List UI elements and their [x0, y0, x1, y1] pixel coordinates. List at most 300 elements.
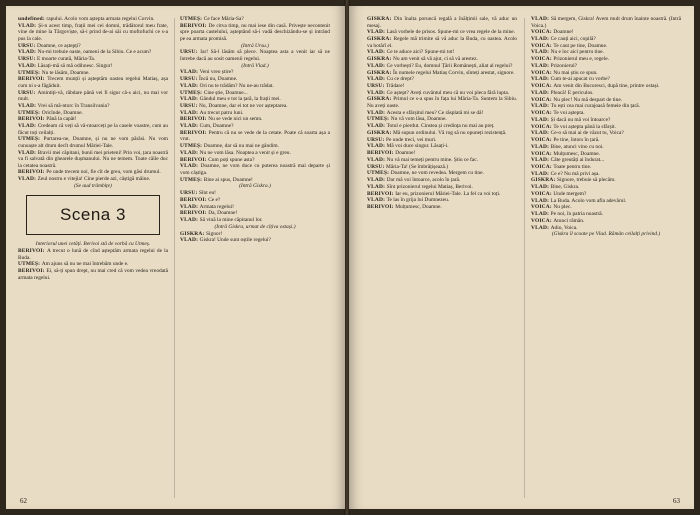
speaker-name: GISKRA:	[531, 177, 558, 184]
dialogue-line	[531, 124, 681, 131]
speaker-name: UTMEȘ:	[367, 170, 391, 177]
dialogue-line	[531, 191, 681, 198]
dialogue-text: La Buda. Acolo vom afla adevărul.	[550, 197, 627, 204]
speaker-name: BERIVOI:	[18, 268, 47, 275]
speaker-name: BERIVOI:	[180, 116, 209, 123]
dialogue-line	[531, 164, 681, 171]
dialogue-line	[531, 16, 681, 29]
dialogue-text: Pe unde treci, vei muri.	[386, 136, 437, 143]
dialogue-line	[180, 123, 330, 130]
dialogue-line	[531, 184, 681, 191]
dialogue-line	[367, 70, 517, 77]
dialogue-line	[18, 123, 168, 136]
dialogue-text: Toate pentru tine.	[553, 163, 592, 170]
dialogue-line	[18, 136, 168, 149]
dialogue-line	[18, 56, 168, 63]
dialogue-text: Doamne, ne vom duce cu puterea noastră mai departe și vom câștiga.	[180, 163, 330, 176]
dialogue-text: Mă voi duce singur. Lăsați-i.	[386, 143, 449, 150]
speaker-name: VLAD:	[531, 16, 551, 22]
speaker-name: VLAD:	[531, 36, 551, 43]
dialogue-text: Am ajuns să nu ne mai întrebăm unde e.	[41, 261, 129, 268]
speaker-name: VLAD:	[180, 217, 200, 224]
speaker-name: VLAD:	[367, 177, 387, 184]
dialogue-text: Nu vă vom lăsa, Doamne.	[390, 116, 447, 123]
speaker-name: VLAD:	[367, 143, 387, 150]
dialogue-text: Mulțumesc, Doamne.	[395, 204, 442, 210]
dialogue-line	[18, 261, 168, 268]
dialogue-line	[531, 218, 681, 225]
speaker-name: BERIVOI:	[180, 196, 209, 203]
speaker-name: URSU:	[180, 49, 201, 56]
dialogue-text: Unde mergem?	[553, 190, 587, 197]
speaker-name: VLAD:	[531, 184, 551, 191]
dialogue-text: Mă supun ordinului. Vă rog să nu opuneți rezistență.	[393, 129, 507, 136]
dialogue-text: Adio, Voica.	[550, 224, 578, 231]
speaker-name: URSU:	[180, 190, 200, 197]
dialogue-line	[367, 143, 517, 150]
speaker-name: BERIVOI:	[18, 116, 47, 123]
dialogue-line	[18, 43, 168, 50]
dialogue-line	[367, 184, 517, 191]
dialogue-text: Gândul meu e tot la țară, la frații mei.	[199, 96, 281, 103]
dialogue-line	[531, 49, 681, 56]
dialogue-line	[180, 231, 330, 238]
dialogue-text: Cum poți spune asta?	[208, 156, 255, 163]
speaker-name: UTMEȘ:	[180, 89, 204, 96]
dialogue-text: Totul e pierdut. Cinstea și credința nu mai au preț.	[386, 123, 495, 130]
speaker-name: UTMEȘ:	[18, 136, 44, 143]
speaker-name: VLAD:	[531, 170, 551, 177]
dialogue-line	[531, 29, 681, 36]
speaker-name: VOICA:	[531, 110, 554, 117]
speaker-name: VOICA:	[531, 137, 554, 144]
stage-direction: (Giskra îl scoate pe Vlad. Rămân ceilalți privind.)	[551, 231, 661, 238]
dialogue-text: Cum te-ai apucat cu vorbe?	[550, 76, 610, 83]
speaker-name: UTMEȘ:	[18, 69, 42, 76]
dialogue-line	[531, 117, 681, 124]
dialogue-text: Nu-mi trebuie oaste, oameni de la Sibiu. Ce e acum?	[37, 49, 152, 56]
speaker-name: URSU:	[367, 136, 387, 143]
dialogue-text: Zeul nostru e vitejia! Cine pierde azi, câștigă mâine.	[37, 176, 151, 183]
dialogue-line	[367, 76, 517, 83]
speaker-name: GISKRA:	[367, 69, 394, 76]
left-page-column-1	[18, 16, 168, 501]
dialogue-line	[18, 90, 168, 103]
dialogue-line	[367, 137, 517, 144]
speaker-name: VLAD:	[531, 89, 551, 96]
dialogue-line	[367, 123, 517, 130]
dialogue-line	[18, 150, 168, 170]
dialogue-line	[18, 49, 168, 56]
dialogue-line	[367, 36, 517, 49]
dialogue-line	[367, 29, 517, 36]
speaker-name: VLAD:	[180, 69, 200, 76]
speaker-name: undefined:	[18, 16, 47, 22]
dialogue-text: Credeam că veți să vă-ntoarceți pe la casele voastre, cum au făcut toți ceilalți.	[18, 123, 168, 136]
dialogue-line	[18, 76, 168, 89]
speaker-name: VLAD:	[367, 197, 387, 204]
speaker-name: VLAD:	[367, 183, 387, 190]
dialogue-text: Da, Doamne!	[208, 210, 238, 217]
dialogue-line	[531, 144, 681, 151]
dialogue-line	[531, 177, 681, 184]
speaker-name: VLAD:	[18, 149, 38, 156]
dialogue-text: Nu, Doamne, dar ei tot ne vor așteptarea.	[199, 102, 288, 109]
dialogue-text: Cum, Doamne?	[199, 123, 234, 130]
stage-direction: (Se aud trâmbițe)	[74, 182, 112, 189]
dialogue-text: Ce te aduce aici? Spune-mi tot!	[386, 49, 455, 56]
dialogue-text: Prizonierul?	[550, 62, 577, 69]
dialogue-text: A trecut o lună de cînd așteptăm armata regelui de la Buda.	[18, 248, 168, 261]
dialogue-line	[531, 83, 681, 90]
dialogue-text: Amintiți-vă, răbdare până vei fi sigur că-s aici, nu mai vor mult.	[18, 89, 168, 103]
scene-title: Scena 3	[60, 205, 126, 225]
dialogue-text: Ce e?	[208, 196, 221, 203]
dialogue-line	[531, 76, 681, 83]
dialogue-text: Ce vorbești? Eu, domnul Țării Românești, aliat al regelui?	[386, 62, 513, 69]
dialogue-line	[180, 210, 330, 217]
dialogue-text: Ce-o să mai ai de văzut tu, Voica?	[550, 130, 624, 137]
speaker-name: VLAD:	[367, 49, 387, 56]
dialogue-line	[531, 157, 681, 164]
dialogue-text: Bine, atunci vino cu noi.	[550, 143, 604, 150]
speaker-name: URSU:	[18, 89, 38, 96]
dialogue-text: Cu ce drept?	[386, 76, 414, 83]
speaker-name: BERIVOI:	[180, 156, 209, 163]
dialogue-text: Pe tine, întors în țară.	[553, 137, 600, 144]
dialogue-line	[180, 197, 330, 204]
dialogue-line	[18, 268, 168, 281]
dialogue-text: Ce face Măria-Sa?	[203, 16, 244, 22]
speaker-name: VLAD:	[180, 163, 201, 170]
speaker-name: VLAD:	[180, 203, 200, 210]
dialogue-line	[18, 63, 168, 70]
speaker-name: BERIVOI:	[18, 248, 47, 255]
dialogue-line	[367, 96, 517, 109]
speaker-name: BERIVOI:	[367, 190, 396, 197]
dialogue-line	[180, 237, 330, 244]
speaker-name: VLAD:	[367, 156, 387, 163]
speaker-name: VLAD:	[18, 102, 38, 109]
dialogue-line	[367, 197, 517, 204]
dialogue-text: Armata regelui!	[199, 203, 234, 210]
stage-direction: (Intră Giskra.)	[239, 183, 271, 190]
dialogue-text: Te caut pe tine, Doamne.	[553, 42, 608, 49]
speaker-name: VLAD:	[531, 130, 551, 137]
dialogue-text: Ce e? Nu mă privi așa.	[550, 170, 600, 177]
speaker-name: VLAD:	[18, 123, 38, 129]
page-number-right: 63	[673, 497, 680, 505]
dialogue-line	[180, 110, 330, 117]
dialogue-line	[180, 204, 330, 211]
left-page-column-2	[180, 16, 330, 501]
dialogue-text: Ori nu te trădăm? Nu ne-au trădat.	[199, 82, 274, 89]
speaker-name: VOICA:	[531, 83, 554, 90]
speaker-name: VOICA:	[531, 190, 554, 197]
speaker-name: VLAD:	[367, 123, 387, 130]
dialogue-line	[180, 116, 330, 123]
dialogue-line	[18, 70, 168, 77]
speaker-name: VOICA:	[531, 69, 554, 76]
dialogue-text: Te las în grija lui Dumnezeu.	[386, 197, 450, 204]
dialogue-text: Prizonierul meu e, regele.	[553, 56, 609, 63]
dialogue-line	[367, 150, 517, 157]
speaker-name: VOICA:	[531, 217, 554, 224]
speaker-name: VLAD:	[180, 82, 200, 89]
speaker-name: UTMEȘ:	[180, 176, 204, 183]
dialogue-text: Mulțumesc, Doamne.	[553, 150, 600, 157]
dialogue-line	[180, 49, 330, 62]
dialogue-text: Primul ce s-a spus în fața lui Măria-Ta. Suntem la Sibiu. Nu aveți oaste.	[367, 96, 517, 109]
speaker-name: VLAD:	[180, 109, 200, 116]
dialogue-text: Giskra! Unde sunt oștile regelui?	[199, 237, 271, 244]
dialogue-line	[367, 116, 517, 123]
dialogue-text: Și dacă nu mă voi întoarce?	[550, 116, 611, 123]
dialogue-line	[18, 103, 168, 110]
speaker-name: VLAD:	[531, 224, 551, 231]
dialogue-text: Trecem munții și așteptăm oastea regelui Matiaș, așa cum ni s-a făgăduit.	[18, 76, 168, 89]
dialogue-text: Tu ești cea mai curajoasă femeie din țară.	[550, 103, 640, 110]
stage-direction: Interiorul unei cetăți. Berivoi stă de vorbă cu Utmeș.	[35, 241, 151, 248]
speaker-name: VLAD:	[18, 176, 38, 183]
dialogue-line	[18, 248, 168, 261]
speaker-name: VLAD:	[531, 62, 551, 69]
dialogue-line	[180, 96, 330, 103]
dialogue-line	[367, 83, 517, 90]
dialogue-line	[531, 90, 681, 97]
dialogue-text: Pleacă! E periculos.	[550, 89, 594, 96]
dialogue-text: Cine știe, Doamne...	[203, 89, 248, 96]
speaker-name: URSU:	[367, 82, 387, 89]
speaker-name: UTMEȘ:	[367, 116, 391, 123]
dialogue-text: Signore, trebuie să plecăm.	[557, 177, 616, 184]
speaker-name: GISKRA:	[367, 16, 395, 22]
dialogue-text: Signor!	[206, 230, 223, 237]
dialogue-line	[18, 23, 168, 43]
dialogue-text: Lasă vorbele de prisos. Spune-mi ce vrea regele de la mine.	[386, 29, 516, 36]
dialogue-text: Sînt prizonierul regelui Matiaș, Berivoi.	[386, 183, 473, 190]
speaker-name: VLAD:	[531, 76, 551, 83]
dialogue-text: Nu e loc aici pentru tine.	[550, 49, 604, 56]
dialogue-line	[180, 83, 330, 90]
dialogue-text: Pentru că nu se vede de la cetate. Poate că soarta așa a vrut.	[180, 129, 330, 143]
speaker-name: UTMEȘ:	[18, 109, 42, 116]
dialogue-text: Au trecut patru luni.	[199, 109, 244, 116]
dialogue-text: Pe noi, în patria noastră.	[550, 211, 604, 218]
dialogue-text: Nu plec.	[553, 204, 572, 211]
dialogue-line	[367, 56, 517, 63]
speaker-name: VOICA:	[531, 163, 554, 170]
dialogue-text: Câte greutăți ai îndurat...	[550, 157, 605, 164]
speaker-name: VLAD:	[531, 143, 551, 150]
dialogue-line	[531, 171, 681, 178]
right-page-column-2	[531, 16, 681, 501]
dialogue-text: Purtarea-ne, Doamne, și nu ne vom părăsi. Nu vom cunoaște alt drum decît drumul Măriei-Tale.	[18, 136, 168, 149]
dialogue-text: Am venit din Bucuresci, după tine, printre ostași.	[553, 83, 660, 90]
dialogue-line	[531, 211, 681, 218]
dialogue-text: Atunci rămân.	[553, 217, 585, 224]
dialogue-line	[367, 157, 517, 164]
dialogue-line	[367, 170, 517, 177]
dialogue-line	[367, 177, 517, 184]
speaker-name: VLAD:	[180, 237, 200, 244]
dialogue-line	[531, 198, 681, 205]
dialogue-text: Încă nu, Doamne.	[199, 76, 238, 83]
speaker-name: VOICA:	[531, 96, 554, 103]
speaker-name: VLAD:	[180, 149, 200, 156]
dialogue-line	[531, 63, 681, 70]
dialogue-text: Vrei să mă-ntorc în Transilvania?	[37, 102, 110, 109]
speaker-name: URSU:	[180, 76, 200, 83]
speaker-name: BERIVOI:	[367, 150, 396, 157]
dialogue-text: Nu te lăsăm, Doamne.	[41, 69, 90, 76]
speaker-name: BERIVOI:	[18, 169, 47, 176]
dialogue-line	[180, 69, 330, 76]
dialogue-line	[180, 150, 330, 157]
speaker-name: GISKRA:	[367, 36, 394, 43]
speaker-name: VLAD:	[531, 116, 551, 123]
speaker-name: VLAD:	[18, 22, 39, 29]
dialogue-text: Doamne, ce aștepți?	[37, 42, 81, 49]
dialogue-text: Nu am venit să vă ajut, ci să vă arestez.	[393, 56, 478, 63]
speaker-name: VLAD:	[18, 62, 38, 69]
column-divider	[524, 18, 525, 498]
dialogue-line	[18, 116, 168, 123]
dialogue-text: Oricînde, Doamne.	[41, 109, 83, 116]
dialogue-text: Dar mă voi întoarce, acolo în țară.	[386, 177, 461, 184]
dialogue-text: Din înalta poruncă regală a înălțimii sale, vă aduc un mesaj.	[367, 16, 517, 29]
dialogue-line	[367, 63, 517, 70]
dialogue-line	[180, 157, 330, 164]
speaker-name: URSU:	[180, 102, 200, 109]
dialogue-line	[367, 16, 517, 29]
dialogue-text: Doamne, dar să nu mai ne gândim.	[203, 143, 279, 150]
dialogue-text: Doamne, ne vom revedea. Mergem cu tine.	[390, 170, 484, 177]
dialogue-text: Până la capăt!	[46, 116, 77, 123]
speaker-name: VOICA:	[531, 29, 554, 36]
dialogue-text: Nu plec! Nu mă despart de tine.	[553, 96, 623, 103]
dialogue-text: Sînt eu!	[199, 190, 216, 197]
dialogue-line	[367, 204, 517, 211]
right-page-column-1	[367, 16, 517, 501]
speaker-name: VLAD:	[367, 29, 387, 36]
dialogue-text: Să mergem, Giskra! Avem mult drum înainte noastră. (Intră Voica.)	[531, 16, 681, 29]
dialogue-line	[180, 190, 330, 197]
speaker-name: VLAD:	[180, 96, 200, 103]
stage-direction: (Intră Vlad.)	[241, 62, 269, 69]
dialogue-text: Nu ne vom lăsa. Noaptea a venit și e greu.	[199, 149, 291, 156]
dialogue-line	[18, 16, 168, 23]
speaker-name: VOICA:	[531, 204, 554, 211]
dialogue-line	[531, 204, 681, 211]
speaker-name: VLAD:	[367, 76, 387, 83]
dialogue-line	[18, 176, 168, 183]
speaker-name: VLAD:	[531, 197, 551, 204]
dialogue-line	[531, 137, 681, 144]
dialogue-line	[531, 130, 681, 137]
speaker-name: URSU:	[18, 56, 38, 63]
dialogue-line	[367, 164, 517, 171]
dialogue-text: Nu se vede nici un semn.	[208, 116, 263, 123]
dialogue-text: Lăsați-mă să mă odihnesc. Singur!	[37, 62, 113, 69]
dialogue-line	[531, 56, 681, 63]
dialogue-line	[531, 43, 681, 50]
speaker-name: UTMEȘ:	[180, 143, 204, 150]
dialogue-text: Acesta e sfârșitul meu? Ce răsplată mi se dă!	[386, 109, 484, 116]
dialogue-text: Bine ai spus, Doamne!	[203, 176, 253, 183]
speaker-name: UTMEȘ:	[18, 261, 42, 268]
dialogue-text: Nu mai știu ce spun.	[553, 69, 598, 76]
speaker-name: VLAD:	[531, 211, 551, 218]
dialogue-text: Doamne!	[553, 29, 574, 36]
dialogue-text: Regele mă trimite să vă aduc la Buda, cu oastea. Acolo va hotărî el.	[367, 36, 517, 49]
speaker-name: VLAD:	[367, 89, 387, 96]
dialogue-line	[367, 191, 517, 198]
speaker-name: VLAD:	[367, 109, 387, 116]
speaker-name: VOICA:	[531, 123, 554, 130]
dialogue-line	[531, 151, 681, 158]
dialogue-text: Bine, Giskra.	[550, 184, 580, 191]
page-number-left: 62	[20, 497, 27, 505]
speaker-name: VOICA:	[531, 150, 554, 157]
speaker-name: BERIVOI:	[367, 204, 396, 210]
speaker-name: VLAD:	[531, 103, 551, 110]
speaker-name: VOICA:	[531, 56, 554, 63]
speaker-name: GISKRA:	[367, 129, 394, 136]
dialogue-line	[531, 103, 681, 110]
dialogue-text: Ei, să-ți spun drept, nu mai cred că vom vedea vreodată armata regelui.	[18, 268, 168, 281]
dialogue-text: rapului. Acolo vom aștepta armata regelui Corvin.	[46, 16, 155, 22]
speaker-name: GISKRA:	[367, 56, 394, 63]
speaker-name: VLAD:	[531, 49, 551, 56]
speaker-name: BERIVOI:	[180, 22, 209, 29]
speaker-name: GISKRA:	[367, 96, 394, 103]
dialogue-text: Ce aștept? Aveți cuvântul meu că nu voi pleca fără lupta.	[386, 89, 510, 96]
speaker-name: VLAD:	[367, 62, 387, 69]
scene-heading-box	[26, 195, 160, 235]
dialogue-line	[367, 49, 517, 56]
speaker-name: URSU:	[367, 163, 387, 170]
speaker-name: VLAD:	[180, 123, 200, 130]
speaker-name: UTMEȘ:	[180, 16, 204, 22]
dialogue-text: Iar! Să-l lăsăm să plece. Noaptea asta a venit iar să ne întrebe dacă au sosit oamenii regelui.	[180, 49, 330, 62]
left-page	[6, 6, 345, 509]
dialogue-text: Ce cauți aici, copilă?	[550, 36, 596, 43]
dialogue-text: Veni vreo știre?	[199, 69, 234, 76]
dialogue-line	[180, 163, 330, 176]
dialogue-text: Te voi aștepta până la sfârșit.	[553, 123, 616, 130]
dialogue-line	[367, 110, 517, 117]
dialogue-line	[180, 76, 330, 83]
dialogue-text: Și-n acest timp, frații mei cei domni, trădătorul meu frate, vine de mine la Târgoviște, să-i prind de-ai săi cu moftofuchi ce s-a pus la cale.	[18, 22, 168, 42]
dialogue-line	[180, 16, 330, 23]
speaker-name: VLAD:	[531, 157, 551, 164]
stage-direction: (Intră Giskra, urmat de cîțiva ostași.)	[214, 223, 296, 230]
dialogue-line	[180, 103, 330, 110]
speaker-name: BERIVOI:	[180, 129, 209, 136]
dialogue-line	[180, 23, 330, 43]
dialogue-text: Să vină la mine căpitanul lor.	[199, 217, 263, 224]
speaker-name: BERIVOI:	[18, 76, 48, 83]
dialogue-text: Iar eu, prizonierul Măriei-Tale. La fel ca voi toți.	[395, 190, 501, 197]
speaker-name: GISKRA:	[180, 230, 207, 237]
speaker-name: URSU:	[18, 42, 38, 49]
dialogue-line	[531, 70, 681, 77]
column-divider	[174, 18, 175, 498]
dialogue-text: Te voi aștepta.	[553, 110, 585, 117]
dialogue-text: Măria-Ta! (Se îmbrățișează.)	[386, 163, 449, 170]
dialogue-text: Nu vă mai temeți pentru mine. Știu ce fac.	[386, 156, 478, 163]
